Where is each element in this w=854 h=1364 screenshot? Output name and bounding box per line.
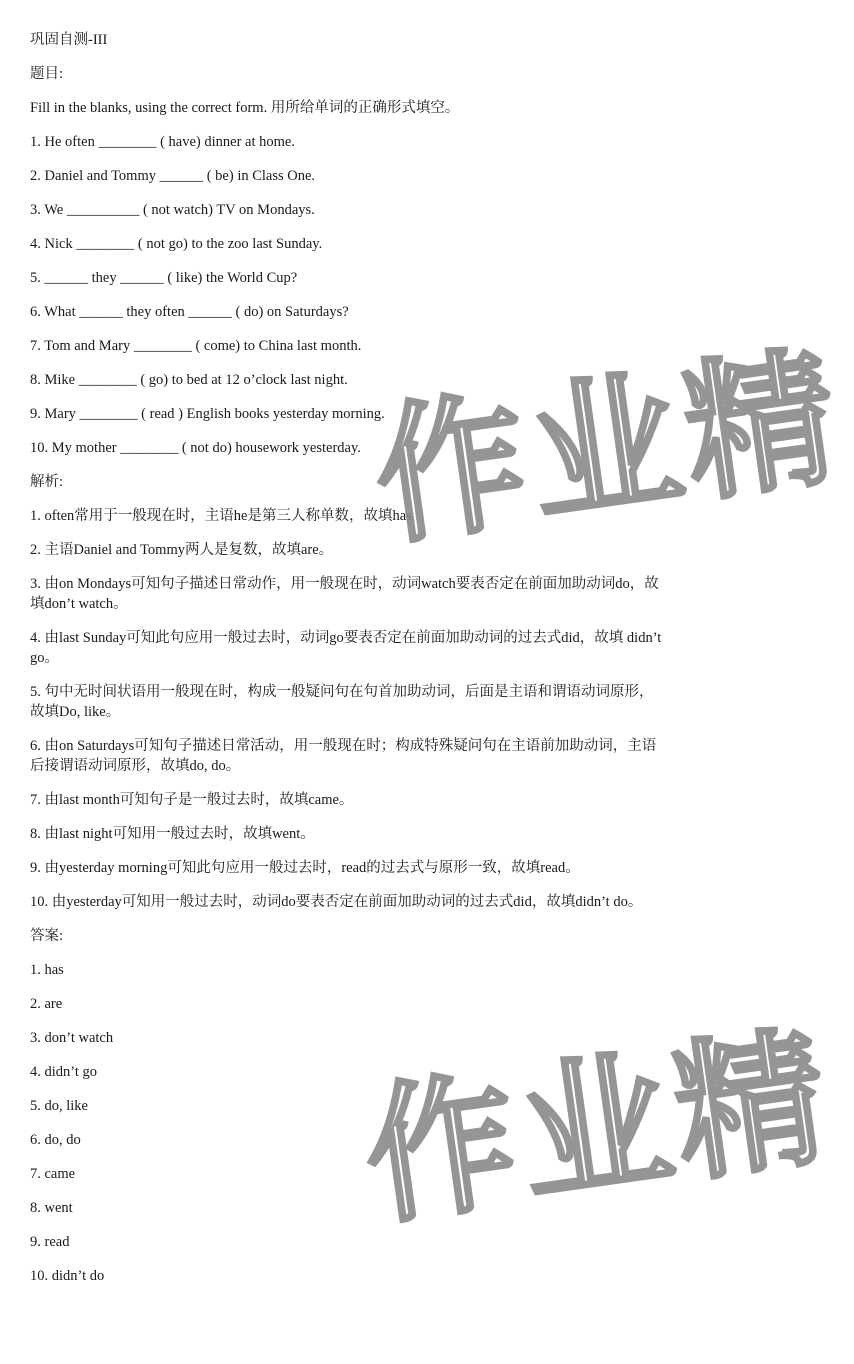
analysis-item: 7. 由last month可知句子是一般过去时，故填came。 [30,792,354,808]
analysis-item: 8. 由last night可知用一般过去时，故填went。 [30,826,315,842]
analysis-item: 10. 由yesterday可知用一般过去时，动词do要表否定在前面加助动词的过去式did，故填didn’t do。 [30,894,643,910]
analysis-item: 5. 句中无时间状语用一般现在时，构成一般疑问句在句首加助动词，后面是主语和谓语动词原形，故填Do, like。 [30,684,654,720]
question-item: 4. Nick ________ ( not go) to the zoo last Sunday. [30,236,323,252]
answer-item: 4. didn’t go [30,1064,97,1080]
answer-item: 10. didn’t do [30,1268,105,1284]
page-title: 巩固自测-III [30,32,108,48]
question-heading: 题目: [30,66,64,82]
instruction-text: Fill in the blanks, using the correct form. 用所给单词的正确形式填空。 [30,100,460,116]
answer-item: 3. don’t watch [30,1030,114,1046]
answer-item: 7. came [30,1166,76,1182]
watermark-logo: 作业精 [364,329,853,567]
question-item: 1. He often ________ ( have) dinner at home. [30,134,295,150]
answer-item: 9. read [30,1234,70,1250]
answer-heading: 答案: [30,928,64,944]
analysis-item: 6. 由on Saturdays可知句子描述日常活动，用一般现在时；构成特殊疑问句在主语前加助动词，主语后接谓语动词原形，故填do, do。 [30,738,657,774]
answer-item: 5. do, like [30,1098,88,1114]
question-item: 9. Mary ________ ( read ) English books yesterday morning. [30,406,385,422]
analysis-heading: 解析: [30,474,64,490]
question-item: 10. My mother ________ ( not do) housework yesterday. [30,440,361,456]
answer-item: 2. are [30,996,63,1012]
question-item: 6. What ______ they often ______ ( do) on Saturdays? [30,304,349,320]
question-item: 5. ______ they ______ ( like) the World Cup? [30,270,298,286]
analysis-item: 9. 由yesterday morning可知此句应用一般过去时，read的过去式与原形一致，故填read。 [30,860,580,876]
question-item: 8. Mike ________ ( go) to bed at 12 o’clock last night. [30,372,348,388]
analysis-item: 2. 主语Daniel and Tommy两人是复数，故填are。 [30,542,334,558]
question-item: 2. Daniel and Tommy ______ ( be) in Class One. [30,168,316,184]
document-body [30,30,665,1286]
question-item: 7. Tom and Mary ________ ( come) to China last month. [30,338,362,354]
analysis-item: 3. 由on Mondays可知句子描述日常动作，用一般现在时，动词watch要表否定在前面加助动词do，故填don’t watch。 [30,576,659,612]
answer-item: 1. has [30,962,64,978]
watermark-logo: 作业精 [354,1009,843,1247]
analysis-item: 4. 由last Sunday可知此句应用一般过去时，动词go要表否定在前面加助动词的过去式did，故填 didn’t go。 [30,630,665,666]
answer-item: 8. went [30,1200,73,1216]
question-item: 3. We __________ ( not watch) TV on Mondays. [30,202,315,218]
analysis-item: 1. often常用于一般现在时，主语he是第三人称单数，故填has。 [30,508,427,524]
answer-item: 6. do, do [30,1132,81,1148]
